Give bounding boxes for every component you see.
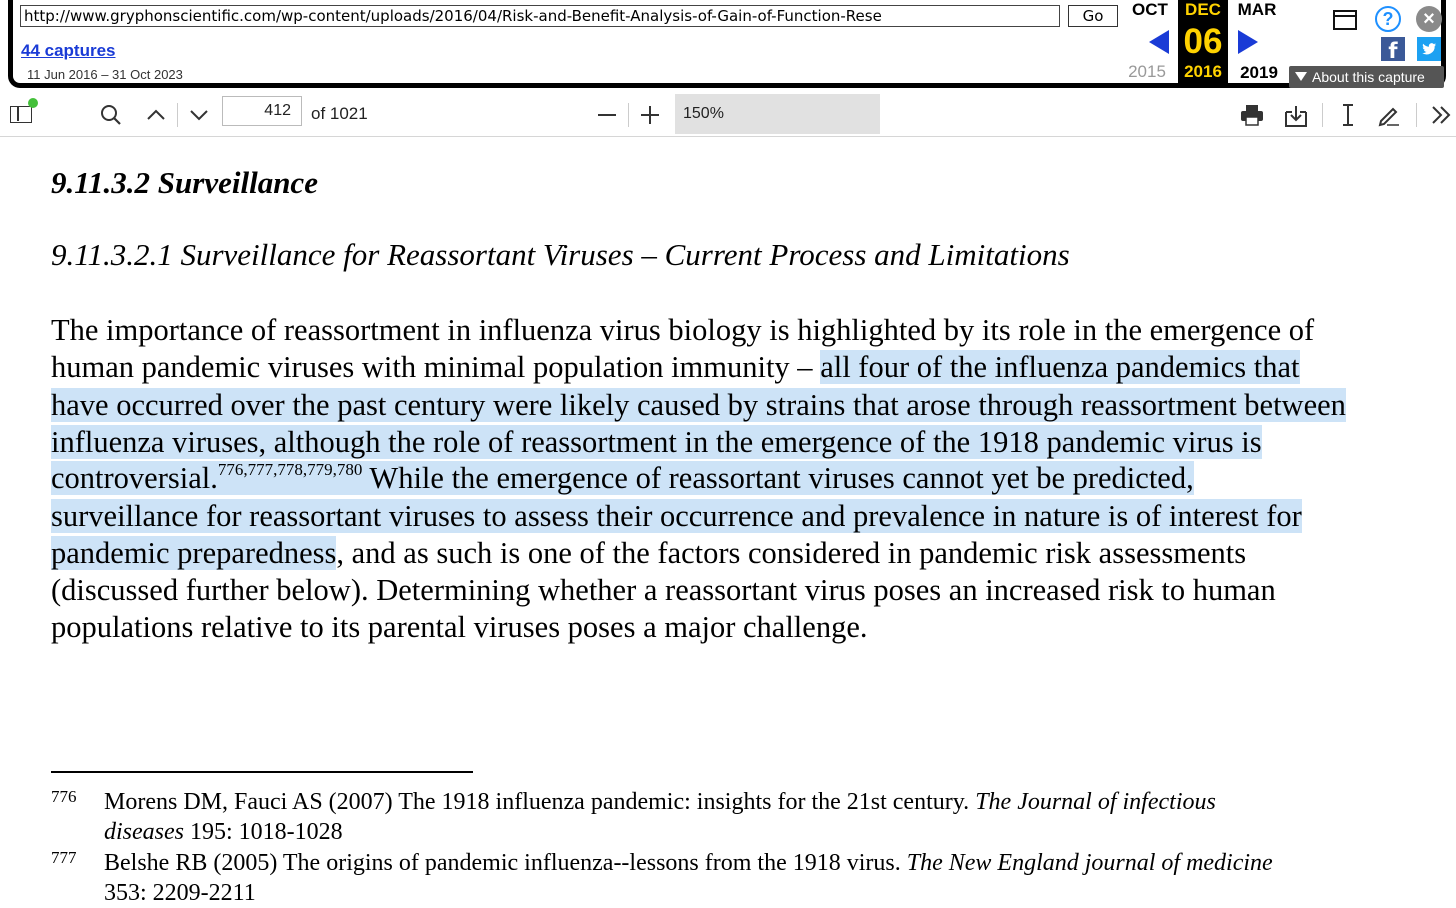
toolbar-divider — [1322, 103, 1323, 127]
sidebar-toggle-icon[interactable] — [10, 106, 32, 123]
paragraph-text: The importance of reassortment in influenza virus biology is highlighted by its role in the emergence of — [51, 313, 1315, 347]
print-icon[interactable] — [1240, 104, 1264, 126]
footnote-line — [104, 878, 256, 908]
paragraph-line — [51, 497, 1302, 535]
zoom-select[interactable] — [675, 94, 880, 134]
notification-dot — [28, 98, 38, 108]
citation-refs: 776,777,778,779,780 — [217, 460, 363, 479]
text-select-icon[interactable] — [1337, 103, 1359, 127]
url-input[interactable] — [20, 5, 1060, 27]
month-next-link[interactable]: MAR — [1237, 0, 1277, 19]
paragraph-line — [51, 459, 1194, 497]
search-icon[interactable] — [100, 104, 122, 126]
paragraph-text: human pandemic viruses with minimal population immunity – — [51, 350, 821, 384]
capture-date-range: 11 Jun 2016 – 31 Oct 2023 — [27, 67, 183, 82]
year-next-link[interactable]: 2019 — [1240, 63, 1278, 82]
footnote-number: 777 — [51, 848, 77, 867]
help-icon[interactable]: ? — [1375, 6, 1401, 32]
footnote-journal: The Journal of infectious — [975, 789, 1216, 815]
next-capture-arrow-icon[interactable] — [1238, 30, 1258, 54]
paragraph-line — [51, 571, 1276, 609]
twitter-icon[interactable] — [1417, 37, 1441, 61]
pdf-page — [0, 137, 1456, 908]
calendar-icon[interactable] — [1333, 10, 1357, 30]
footnote-journal: diseases — [104, 819, 184, 845]
zoom-value: 150% — [683, 105, 724, 122]
footnote-number: 776 — [51, 787, 77, 806]
selected-text: all four of the influenza pandemics that — [820, 350, 1300, 384]
selected-text: pandemic preparedness — [51, 536, 337, 570]
footnote-line — [104, 848, 1273, 878]
footnote-text: 195: 1018-1028 — [184, 819, 343, 845]
next-page-icon[interactable] — [188, 104, 210, 126]
paragraph-text: While the emergence of reassortant viruses cannot yet be predicted, — [362, 461, 1194, 495]
selected-text: have occurred over the past century were likely caused by strains that arose through reassortment between — [51, 388, 1346, 422]
day-current: 06 — [1183, 22, 1223, 61]
zoom-out-icon[interactable] — [597, 104, 617, 126]
month-prev-link[interactable]: OCT — [1132, 0, 1168, 19]
toolbar-divider — [628, 103, 629, 127]
year-current: 2016 — [1184, 62, 1222, 81]
paragraph-line — [51, 348, 1300, 386]
save-icon[interactable] — [1283, 104, 1309, 128]
previous-page-icon[interactable] — [145, 104, 167, 126]
close-icon[interactable]: × — [1416, 6, 1442, 32]
current-capture-column — [1178, 0, 1228, 86]
page-total: of 1021 — [311, 104, 368, 123]
wayback-toolbar — [0, 0, 1456, 94]
paragraph-text: populations relative to its parental viruses poses a major challenge. — [51, 610, 868, 644]
paragraph-text: controversial. — [51, 461, 218, 495]
selected-text: influenza viruses, although the role of reassortment in the emergence of the 1918 pandemic virus is — [51, 425, 1262, 459]
footnote-text: Morens DM, Fauci AS (2007) The 1918 influenza pandemic: insights for the 21st century. — [104, 789, 976, 815]
footnote-rule — [51, 771, 473, 773]
footnote-line — [104, 817, 343, 847]
footnote-text: Belshe RB (2005) The origins of pandemic influenza--lessons from the 1918 virus. — [104, 850, 907, 876]
facebook-icon[interactable]: f — [1381, 37, 1405, 61]
page-number-input[interactable] — [222, 96, 302, 126]
toolbar-divider — [177, 103, 178, 127]
paragraph-line — [51, 423, 1262, 461]
selected-text: surveillance for reassortant viruses to assess their occurrence and prevalence in nature is of interest for — [51, 499, 1302, 533]
toolbar-divider — [1416, 103, 1417, 127]
prev-capture-arrow-icon[interactable] — [1149, 30, 1169, 54]
paragraph-text: (discussed further below). Determining whether a reassortant virus poses an increased risk to human — [51, 573, 1276, 607]
pdf-toolbar — [0, 94, 1456, 137]
about-capture-label: About this capture — [1312, 69, 1425, 85]
paragraph-text: , and as such is one of the factors considered in pandemic risk assessments — [336, 536, 1247, 570]
subsection-heading: 9.11.3.2.1 Surveillance for Reassortant Viruses – Current Process and Limitations — [51, 237, 1070, 272]
about-capture-button[interactable] — [1289, 66, 1444, 88]
selected-text — [51, 461, 1194, 495]
month-current: DEC — [1185, 0, 1221, 19]
annotate-pen-icon[interactable] — [1377, 103, 1401, 127]
paragraph-line — [51, 386, 1346, 424]
paragraph-line — [51, 608, 868, 646]
footnote-text: 353: 2209-2211 — [104, 880, 256, 906]
footnote-line — [104, 787, 1216, 817]
more-tools-icon[interactable] — [1429, 105, 1453, 125]
captures-link[interactable]: 44 captures — [21, 41, 116, 60]
paragraph-line — [51, 311, 1314, 349]
year-prev-link[interactable]: 2015 — [1128, 62, 1166, 81]
paragraph-line — [51, 534, 1246, 572]
footnote-journal: The New England journal of medicine — [906, 850, 1273, 876]
dropdown-triangle-icon — [1295, 72, 1307, 81]
zoom-in-icon[interactable] — [640, 104, 660, 126]
go-button[interactable]: Go — [1068, 5, 1118, 27]
section-heading: 9.11.3.2 Surveillance — [51, 165, 318, 200]
